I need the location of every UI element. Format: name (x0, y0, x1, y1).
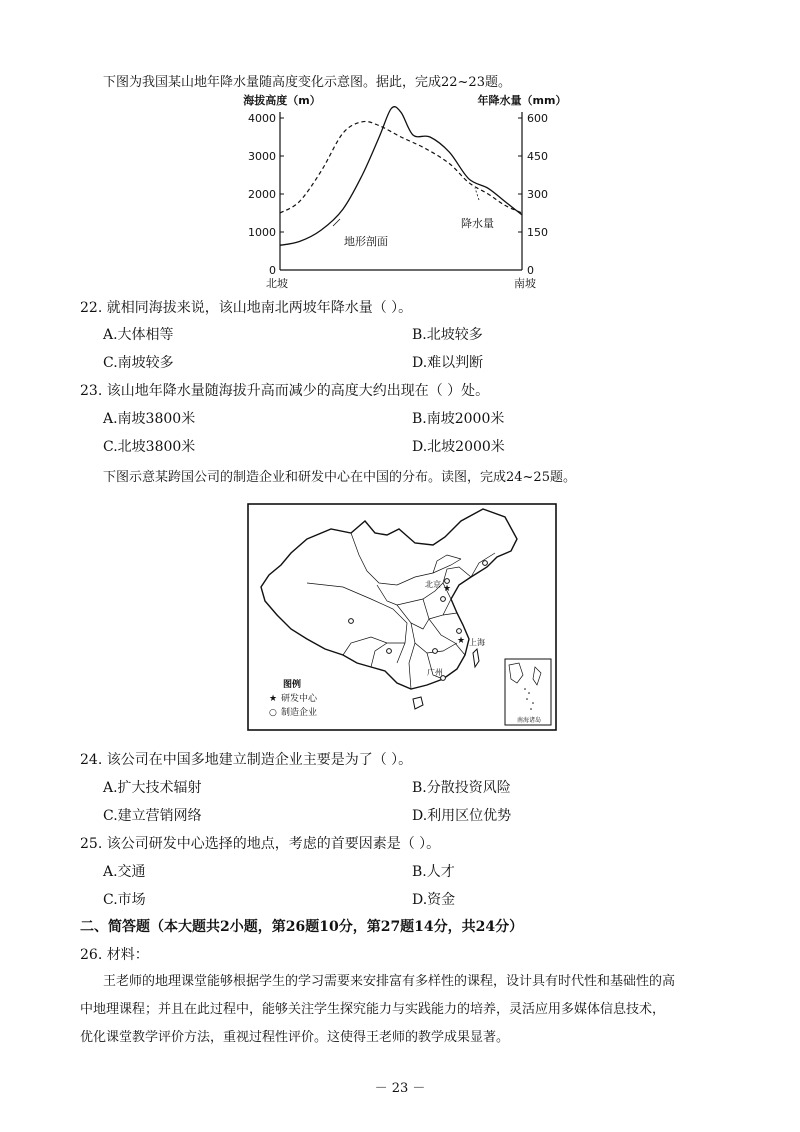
y-right-tick-label: 450 (527, 150, 548, 163)
manufacturing-site-marker (349, 619, 354, 624)
y-right-tick-label: 300 (527, 188, 548, 201)
q25-option-a[interactable]: A.交通 (103, 864, 146, 880)
q22-stem: 22. 就相同海拔来说，该山地南北两坡年降水量（ ）。 (80, 300, 413, 316)
y-left-axis-label: 海拔高度（m） (243, 94, 321, 107)
china-company-map (247, 503, 557, 731)
intro-22-23: 下图为我国某山地年降水量随高度变化示意图。据此，完成22~23题。 (103, 75, 511, 90)
city-label-shanghai: 上海 (469, 638, 485, 647)
q25-stem: 25. 该公司研发中心选择的地点，考虑的首要因素是（ ）。 (80, 836, 441, 852)
y-right-tick-label: 600 (527, 112, 548, 125)
legend-manufacturing: 制造企业 (281, 708, 318, 718)
manufacturing-site-marker (483, 561, 488, 566)
q24-option-a[interactable]: A.扩大技术辐射 (103, 780, 202, 796)
rd-center-star-beijing: ★ (443, 584, 452, 594)
precipitation-line (280, 121, 522, 213)
precip-annotation-leader (475, 188, 479, 200)
manufacturing-site-marker (441, 597, 446, 602)
legend-title: 图例 (283, 680, 302, 690)
chart-svg (236, 92, 568, 292)
q26-stem: 26. 材料： (80, 947, 149, 963)
q24-option-b[interactable]: B.分散投资风险 (412, 780, 511, 796)
q25-option-b[interactable]: B.人才 (412, 864, 455, 880)
manufacturing-site-marker (445, 579, 450, 584)
y-left-tick-label: 0 (269, 264, 276, 277)
q26-material-line-1: 王老师的地理课堂能够根据学生的学习需要来安排富有多样性的课程，设计具有时代性和基础性的高 (103, 974, 676, 989)
q23-option-d[interactable]: D.北坡2000米 (412, 439, 505, 455)
manufacturing-site-marker (387, 649, 392, 654)
y-left-tick-label: 4000 (248, 112, 276, 125)
q24-option-d[interactable]: D.利用区位优势 (412, 808, 512, 824)
intro-24-25: 下图示意某跨国公司的制造企业和研发中心在中国的分布。读图，完成24~25题。 (103, 470, 576, 485)
inset-label: 南海诸岛 (516, 717, 542, 724)
page-number: － 23 － (374, 1081, 426, 1096)
q22-option-b[interactable]: B.北坡较多 (412, 327, 483, 343)
q23-option-b[interactable]: B.南坡2000米 (412, 411, 505, 427)
section-2-heading: 二、简答题（本大题共2小题，第26题10分，第27题14分，共24分） (80, 919, 524, 935)
y-right-tick-label: 150 (527, 226, 548, 239)
precipitation-elevation-chart (236, 92, 568, 292)
terrain-profile-annotation: 地形剖面 (344, 235, 388, 248)
q22-option-d[interactable]: D.难以判断 (412, 355, 484, 371)
y-left-tick-label: 2000 (248, 188, 276, 201)
q23-option-c[interactable]: C.北坡3800米 (103, 439, 196, 455)
q25-option-c[interactable]: C.市场 (103, 892, 146, 908)
y-right-tick-label: 0 (527, 264, 534, 277)
manufacturing-site-marker (457, 629, 462, 634)
x-left-label: 北坡 (266, 277, 288, 290)
city-label-beijing: 北京 (425, 580, 441, 589)
q24-stem: 24. 该公司在中国多地建立制造企业主要是为了（ ）。 (80, 752, 413, 768)
precipitation-annotation: 降水量 (461, 217, 494, 230)
south-china-sea-inset (505, 659, 551, 725)
legend-symbol-rd: ★ (269, 694, 278, 704)
q22-option-c[interactable]: C.南坡较多 (103, 355, 174, 371)
y-left-tick-label: 1000 (248, 226, 276, 239)
legend-rd-center: 研发中心 (281, 694, 318, 704)
map-svg (247, 503, 557, 731)
rd-center-star-shanghai: ★ (457, 636, 466, 646)
q24-option-c[interactable]: C.建立营销网络 (103, 808, 202, 824)
q26-material-line-2: 中地理课程；并且在此过程中，能够关注学生探究能力与实践能力的培养，灵活应用多媒体信息技术， (80, 1002, 666, 1017)
q23-stem: 23. 该山地年降水量随海拔升高而减少的高度大约出现在（ ）处。 (80, 383, 490, 399)
y-right-axis-label: 年降水量（mm） (477, 94, 567, 107)
legend-symbol-manufacturing: ○ (269, 708, 277, 718)
manufacturing-site-marker (433, 649, 438, 654)
q25-option-d[interactable]: D.资金 (412, 892, 456, 908)
q26-material-line-3: 优化课堂教学评价方法，重视过程性评价。这使得王老师的教学成果显著。 (80, 1030, 510, 1045)
x-right-label: 南坡 (514, 277, 536, 290)
y-left-tick-label: 3000 (248, 150, 276, 163)
city-label-guangzhou: 广州 (427, 668, 443, 677)
y-left-ticks (248, 112, 284, 277)
q23-option-a[interactable]: A.南坡3800米 (103, 411, 196, 427)
q22-option-a[interactable]: A.大体相等 (103, 327, 174, 343)
